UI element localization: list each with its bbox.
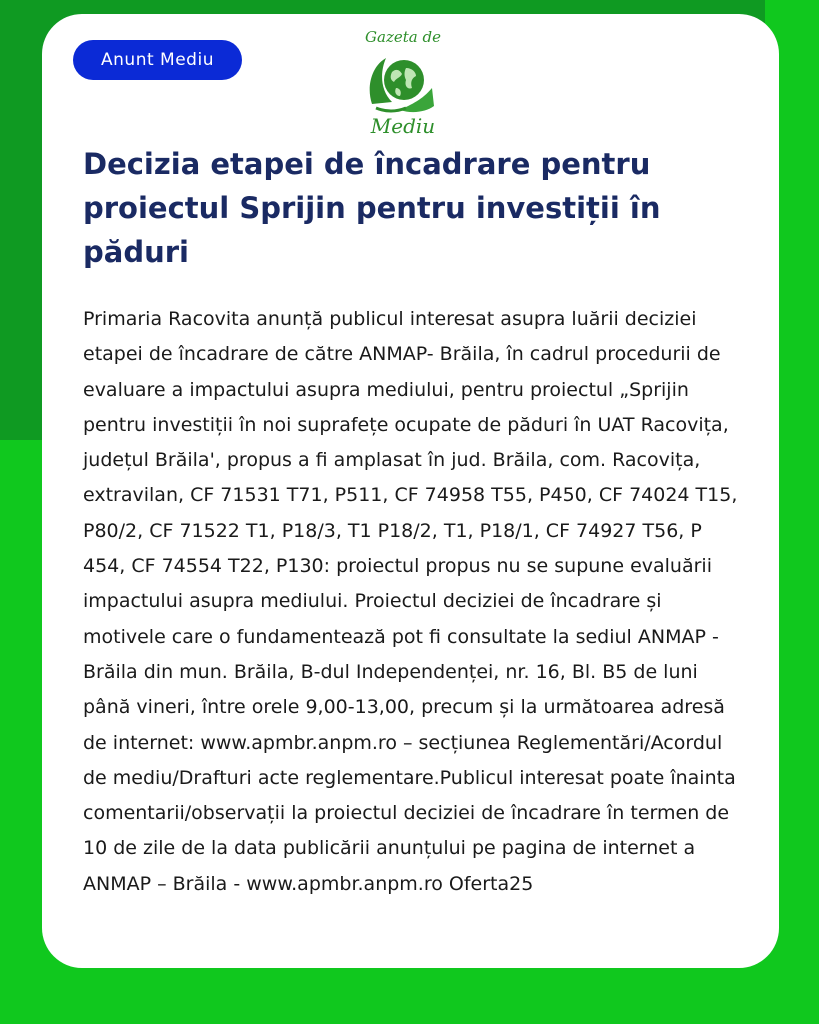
gazeta-de-mediu-logo	[358, 28, 448, 140]
logo-top-text: Gazeta de	[365, 28, 441, 46]
announcement-body: Primaria Racovita anunță publicul interesat asupra luării deciziei etapei de încadrare de către ANMAP- Brăila, în cadrul procedurii de evaluare a impactului asupra mediului, pentru proiectul „Sprijin pentru investiții în noi suprafețe ocupate de păduri în UAT Racovița, județul Brăila', propus a fi amplasat în jud. Brăila, com. Racovița, extravilan, CF 71531 T71, P511, CF 74958 T55, P450, CF 74024 T15, P80/2, CF 71522 T1, P18/3, T1 P18/2, T1, P18/1, CF 74927 T56, P 454, CF 74554 T22, P130: proiectul propus nu se supune evaluării impactului asupra mediului. Proiectul deciziei de încadrare și motivele care o fundamentează pot fi consultate la sediul ANMAP - Brăila din mun. Brăila, B-dul Independenței, nr. 16, Bl. B5 de luni până vineri, între orele 9,00-13,00, precum și la următoarea adresă de internet: www.apmbr.anpm.ro – secțiunea Reglementări/Acordul de mediu/Drafturi acte reglementare.Publicul interesat poate înainta comentarii/observații la proiectul deciziei de încadrare în termen de 10 de zile de la data publicării anunțului pe pagina de internet a ANMAP – Brăila - www.apmbr.anpm.ro Oferta25	[83, 308, 738, 895]
page-title: Decizia etapei de încadrare pentru proiectul Sprijin pentru investiții în păduri	[83, 147, 661, 269]
logo-bottom-text: Mediu	[370, 114, 436, 138]
category-badge[interactable]: Anunt Mediu	[73, 40, 242, 80]
announcement-card	[42, 14, 779, 968]
globe-leaf-icon	[366, 46, 440, 118]
